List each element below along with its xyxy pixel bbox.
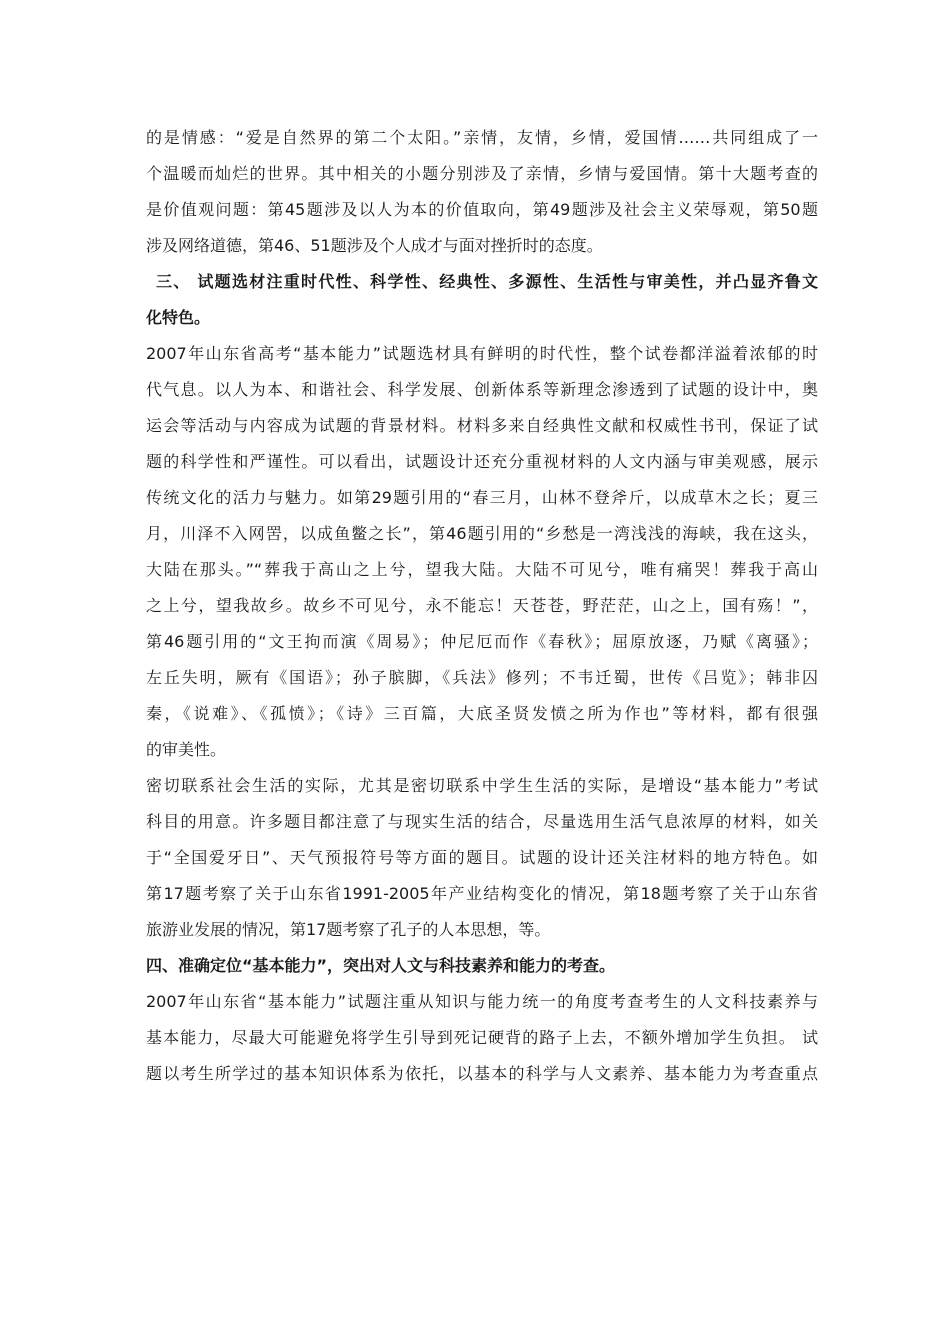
text-line: 涉及网络道德，第46、51题涉及个人成才与面对挫折时的态度。 xyxy=(146,236,603,255)
document-body xyxy=(146,120,818,1092)
text-line: 的审美性。 xyxy=(146,740,227,759)
text-line: 2007年山东省“基本能力”试题注重从知识与能力统一的角度考查考生的人文科技素养与 xyxy=(146,992,818,1011)
text-line: 题的科学性和严谨性。可以看出，试题设计还充分重视材料的人文内涵与审美观感，展示 xyxy=(146,452,818,471)
section-heading-4 xyxy=(146,948,818,984)
text-line: 于“全国爱牙日”、天气预报符号等方面的题目。试题的设计还关注材料的地方特色。如 xyxy=(146,848,818,867)
text-line: 之上兮，望我故乡。故乡不可见兮，永不能忘！天苍苍，野茫茫，山之上，国有殇！”， xyxy=(146,596,818,615)
section-heading-3 xyxy=(146,264,818,336)
text-line: 是价值观问题：第45题涉及以人为本的价值取向，第49题涉及社会主义荣辱观，第50题 xyxy=(146,200,818,219)
text-line: 2007年山东省高考“基本能力”试题选材具有鲜明的时代性，整个试卷都洋溢着浓郁的时 xyxy=(146,344,818,363)
heading-line: 化特色。 xyxy=(146,308,211,327)
text-line: 科目的用意。许多题目都注意了与现实生活的结合，尽量选用生活气息浓厚的材料，如关 xyxy=(146,812,818,831)
text-line: 传统文化的活力与魅力。如第29题引用的“春三月，山林不登斧斤，以成草木之长；夏三 xyxy=(146,488,818,507)
text-line: 代气息。以人为本、和谐社会、科学发展、创新体系等新理念渗透到了试题的设计中，奥 xyxy=(146,380,818,399)
text-line: 旅游业发展的情况，第17题考察了孔子的人本思想，等。 xyxy=(146,920,551,939)
paragraph-life xyxy=(146,768,818,948)
text-line: 题以考生所学过的基本知识体系为依托，以基本的科学与人文素养、基本能力为考查重点 xyxy=(146,1064,818,1083)
text-line: 左丘失明，厥有《国语》；孙子膑脚，《兵法》修列；不韦迁蜀，世传《吕览》；韩非囚 xyxy=(146,668,818,687)
text-line: 秦，《说难》、《孤愤》；《诗》三百篇，大底圣贤发愤之所为作也”等材料，都有很强 xyxy=(146,704,818,723)
text-line: 个温暖而灿烂的世界。其中相关的小题分别涉及了亲情，乡情与爱国情。第十大题考查的 xyxy=(146,164,818,183)
text-line: 密切联系社会生活的实际，尤其是密切联系中学生生活的实际，是增设“基本能力”考试 xyxy=(146,776,818,795)
text-line: 基本能力，尽最大可能避免将学生引导到死记硬背的路子上去，不额外增加学生负担。 试 xyxy=(146,1028,818,1047)
text-line: 运会等活动与内容成为试题的背景材料。材料多来自经典性文献和权威性书刊，保证了试 xyxy=(146,416,818,435)
paragraph-values xyxy=(146,120,818,264)
text-line: 的是情感：“爱是自然界的第二个太阳。”亲情，友情，乡情，爱国情……共同组成了一 xyxy=(146,128,818,147)
paragraph-abilities xyxy=(146,984,818,1092)
text-line: 第46题引用的“文王拘而演《周易》；仲尼厄而作《春秋》；屈原放逐，乃赋《离骚》； xyxy=(146,632,818,651)
paragraph-materials xyxy=(146,336,818,768)
text-line: 大陆在那头。”“葬我于高山之上兮，望我大陆。大陆不可见兮，唯有痛哭！葬我于高山 xyxy=(146,560,818,579)
text-line: 月，川泽不入网罟，以成鱼鳖之长”，第46题引用的“乡愁是一湾浅浅的海峡，我在这头， xyxy=(146,524,818,543)
text-line: 第17题考察了关于山东省1991-2005年产业结构变化的情况，第18题考察了关于山东省 xyxy=(146,884,818,903)
heading-line: 三、 试题选材注重时代性、科学性、经典性、多源性、生活性与审美性，并凸显齐鲁文 xyxy=(156,272,818,291)
heading-line: 四、准确定位“基本能力”，突出对人文与科技素养和能力的考查。 xyxy=(146,956,616,975)
